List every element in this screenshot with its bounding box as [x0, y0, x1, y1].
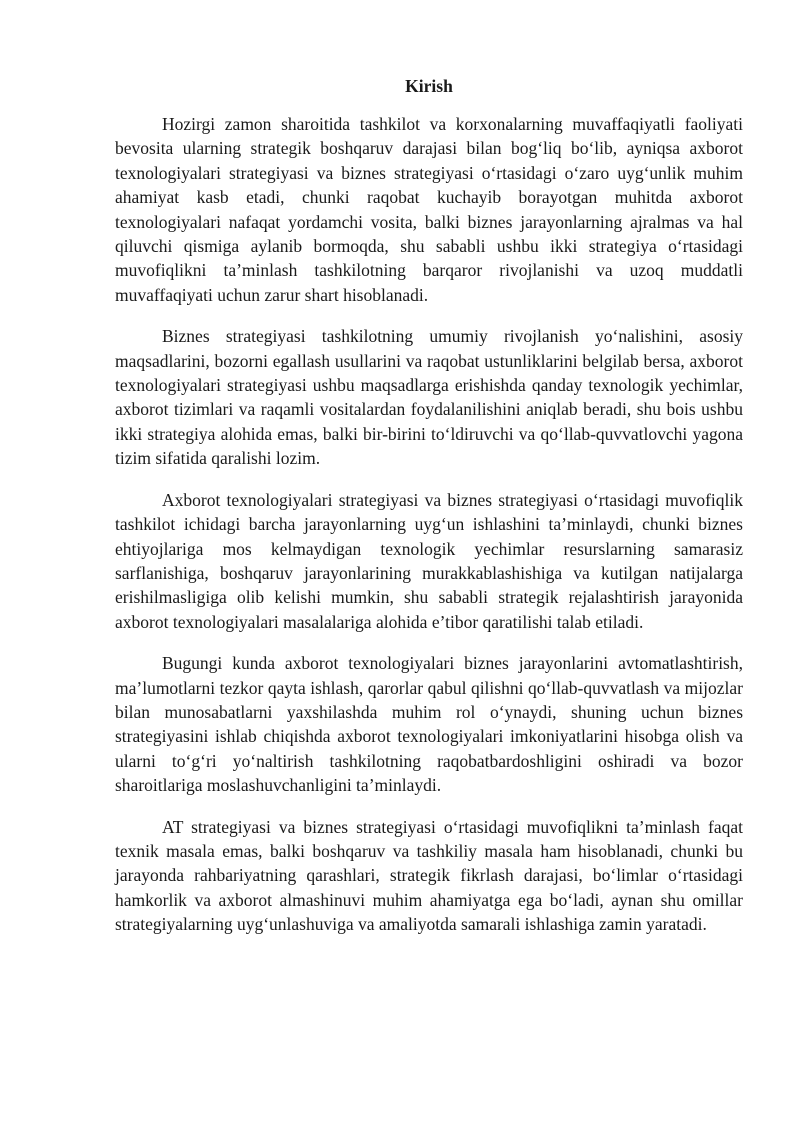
paragraph-3: Axborot texnologiyalari strategiyasi va biznes strategiyasi o‘rtasidagi muvofiqlik tashkilot ichidagi barcha jarayonlarning uyg‘un ishlashini ta’minlaydi, chunki biznes ehtiyojlariga mos kelmaydigan texnologik yechimlar resurslarning samarasiz sarflanishiga, boshqaruv jarayonlarining murakkablashishiga va kutilgan natijalarga erishilmasligiga olib kelishi mumkin, shu sababli strategik rejalashtirish jarayonida axborot texnologiyalari masalalariga alohida e’tibor qaratilishi talab etiladi.: [115, 489, 743, 632]
paragraph-2: Biznes strategiyasi tashkilotning umumiy rivojlanish yo‘nalishini, asosiy maqsadlarini, bozorni egallash usullarini va raqobat ustunliklarini belgilab bersa, axborot texnologiyalari strategiyasi ushbu maqsadlarga erishishda qanday texnologik yechimlar, axborot tizimlari va raqamli vositalardan foydalanilishini aniqlab beradi, shu bois ushbu ikki strategiya alohida emas, balki bir-birini to‘ldiruvchi va qo‘llab-quvvatlovchi yagona tizim sifatida qaralishi lozim.: [115, 326, 743, 469]
document-body: [115, 74, 743, 954]
paragraph-4: Bugungi kunda axborot texnologiyalari biznes jarayonlarini avtomatlashtirish, ma’lumotlarni tezkor qayta ishlash, qarorlar qabul qilishni qo‘llab-quvvatlash va mijozlar bilan munosabatlarni yaxshilashda muhim rol o‘ynaydi, shuning uchun biznes strategiyasini ishlab chiqishda axborot texnologiyalari imkoniyatlarini hisobga olish va ularni to‘g‘ri yo‘naltirish tashkilotning raqobatbardoshligini oshiradi va bozor sharoitlariga moslashuvchanligini ta’minlaydi.: [115, 653, 743, 796]
paragraph-5: AT strategiyasi va biznes strategiyasi o‘rtasidagi muvofiqlikni ta’minlash faqat texnik masala emas, balki boshqaruv va tashkiliy masala ham hisoblanadi, chunki bu jarayonda rahbariyatning qarashlari, strategik fikrlash darajasi, bo‘limlar o‘rtasidagi hamkorlik va axborot almashinuvi muhim ahamiyatga ega bo‘ladi, aynan shu omillar strategiyalarning uyg‘unlashuviga va amaliyotda samarali ishlashiga zamin yaratadi.: [115, 816, 743, 935]
paragraph-1: Hozirgi zamon sharoitida tashkilot va korxonalarning muvaffaqiyatli faoliyati bevosita ularning strategik boshqaruv darajasi bilan bog‘liq bo‘lib, ayniqsa axborot texnologiyalari strategiyasi va biznes strategiyasi o‘rtasidagi o‘zaro uyg‘unlik muhim ahamiyat kasb etadi, chunki raqobat kuchayib borayotgan muhitda axborot texnologiyalari nafaqat yordamchi vosita, balki biznes jarayonlarning ajralmas va hal qiluvchi qismiga aylanib bormoqda, shu sababli ushbu ikki strategiya o‘rtasidagi muvofiqlikni ta’minlash tashkilotning barqaror rivojlanishi va uzoq muddatli muvaffaqiyati uchun zarur shart hisoblanadi.: [115, 114, 743, 305]
page-title: Kirish: [405, 76, 453, 96]
